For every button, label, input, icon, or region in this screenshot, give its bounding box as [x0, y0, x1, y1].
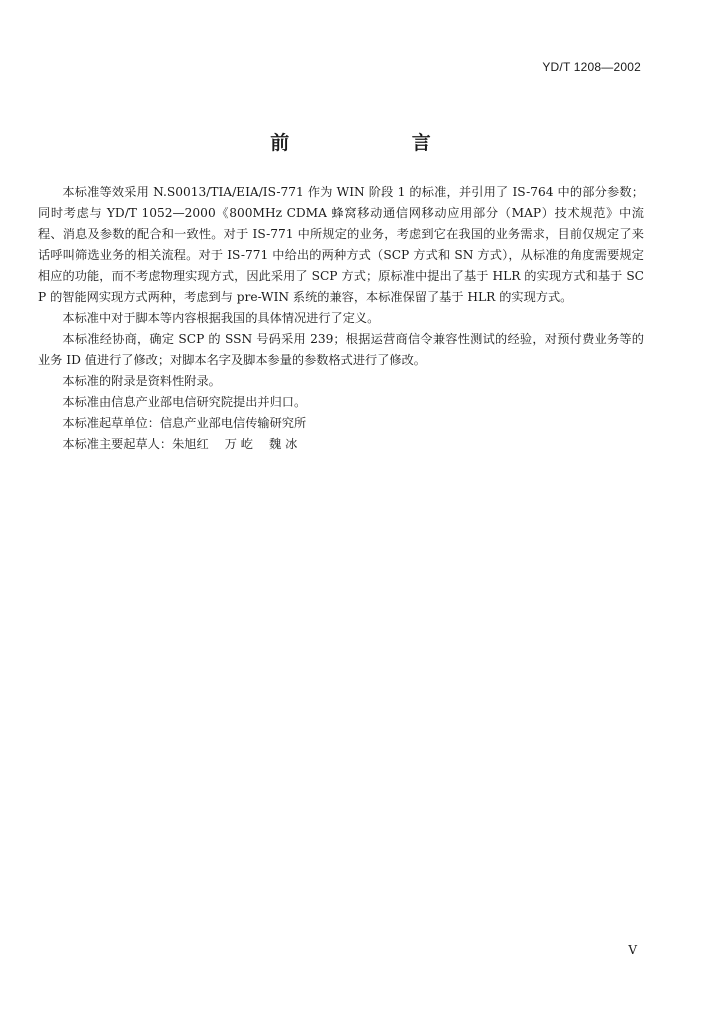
paragraph-ssn: 本标准经协商，确定 SCP 的 SSN 号码采用 239；根据运营商信令兼容性测试的经验，对预付费业务等的业务 ID 值进行了修改；对脚本名字及脚本参量的参数格式进行了修改。 — [38, 332, 644, 367]
page-number: V — [628, 943, 637, 957]
paragraph-appendix: 本标准的附录是资料性附录。 — [62, 374, 221, 388]
paragraph-script-definition: 本标准中对于脚本等内容根据我国的具体情况进行了定义。 — [62, 311, 380, 325]
paragraph-drafting-unit: 本标准起草单位：信息产业部电信传输研究所 — [62, 416, 307, 430]
page-title: 前 言 — [270, 132, 489, 154]
paragraph-drafters: 本标准主要起草人：朱旭红 万 屹 魏 冰 — [62, 437, 298, 451]
paragraph-proposer: 本标准由信息产业部电信研究院提出并归口。 — [62, 395, 307, 409]
paragraph-scope: 本标准等效采用 N.S0013/TIA/EIA/IS-771 作为 WIN 阶段 1 的标准，并引用了 IS-764 中的部分参数；同时考虑与 YD/T 1052—2000《800MHz CDMA 蜂窝移动通信网移动应用部分（MAP）技术规范》中流程、消息及参数的配合和一致性。对于 IS-771 中所规定的业务，考虑到它在我国的业务需求，目前仅规定了来话呼叫筛选业务的相关流程。对于 IS-771 中给出的两种方式（SCP 方式和 SN 方式），从标准的角度需要规定相应的功能，而不考虑物理实现方式，因此采用了 SCP 方式；原标准中提出了基于 HLR 的实现方式和基于 SCP 的智能网实现方式两种，考虑到与 pre-WIN 系统的兼容，本标准保留了基于 HLR 的实现方式。 — [38, 185, 644, 304]
foreword-body — [38, 182, 644, 455]
standard-code: YD/T 1208—2002 — [542, 60, 641, 74]
